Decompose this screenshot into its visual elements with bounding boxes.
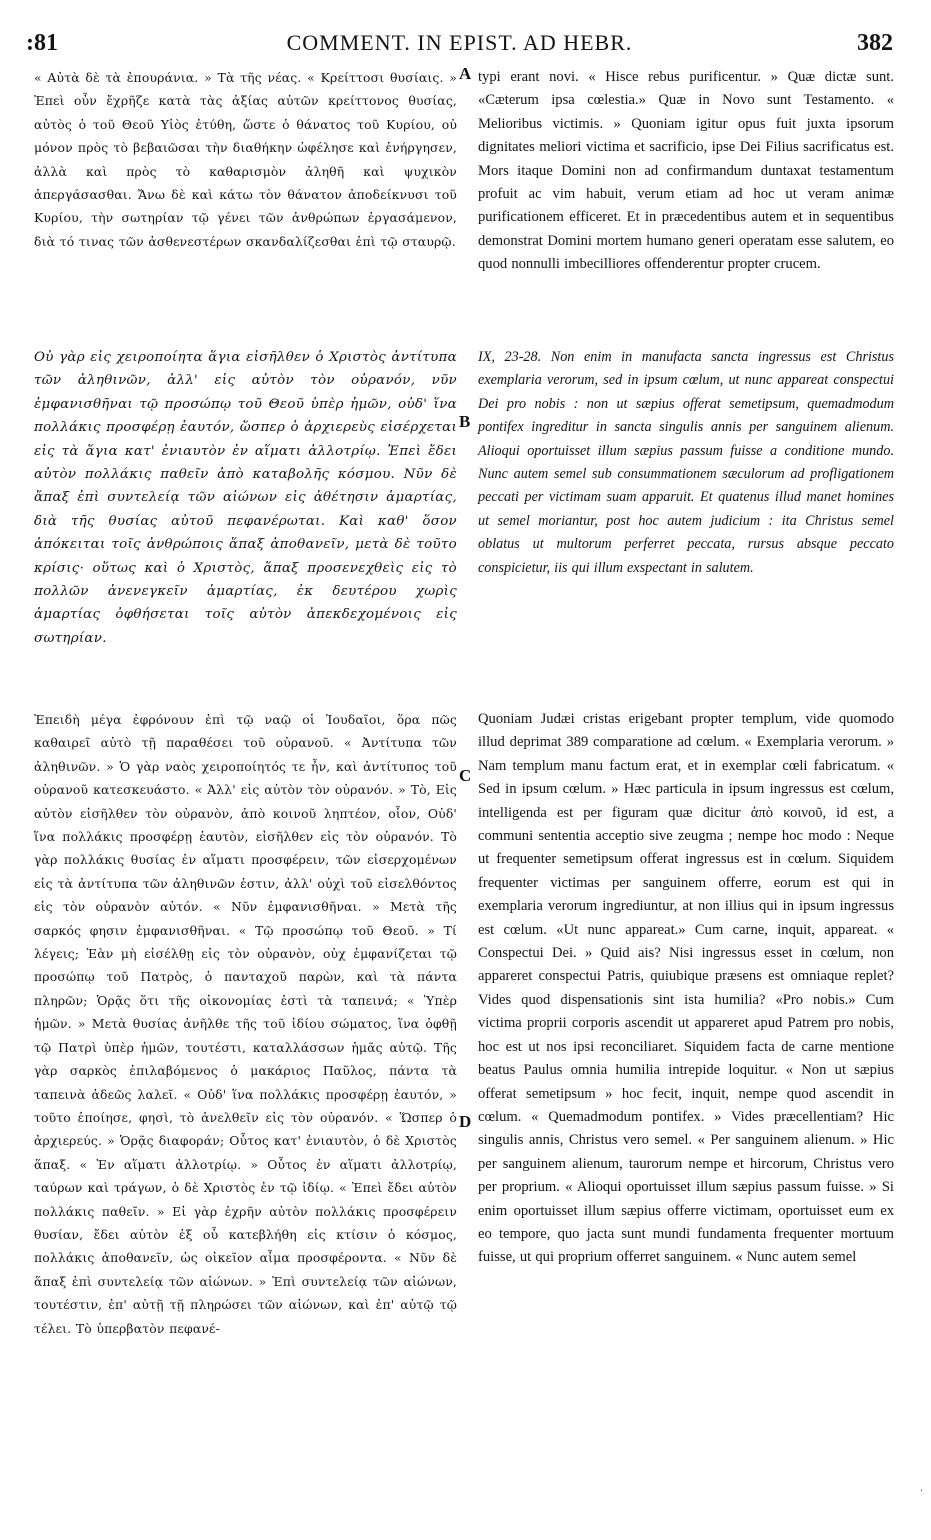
greek-scripture-text — [34, 346, 457, 650]
greek-scripture-paragraph: Οὐ γὰρ εἰς χειροποίητα ἅγια εἰσῆλθεν ὁ Χριστὸς ἀντίτυπα τῶν ἀληθινῶν, ἀλλ' εἰς αὐτὸν τὸν οὐρανόν, νῦν ἐμφανισθῆναι τῷ προσώπῳ τοῦ Θεοῦ ὑπὲρ ἡμῶν, οὐδ' ἵνα πολλάκις προσφέρῃ ἑαυτόν, ὥσπερ ὁ ἀρχιερεὺς εἰσέρχεται εἰς τὰ ἅγια κατ' ἐνιαυτὸν ἐν αἵματι ἀλλοτρίῳ. Ἐπεὶ ἔδει αὐτὸν πολλάκις παθεῖν ἀπὸ καταβολῆς κόσμου. Νῦν δὲ ἅπαξ ἐπὶ συντελείᾳ τῶν αἰώνων εἰς ἀθέτησιν ἁμαρτίας, διὰ τῆς θυσίας αὐτοῦ πεφανέρωται. Καὶ καθ' ὅσον ἀπόκειται τοῖς ἀνθρώποις ἅπαξ ἀποθανεῖν, μετὰ δὲ τοῦτο κρίσις· οὕτως καὶ ὁ Χριστὸς, ἅπαξ προσενεχθεὶς εἰς τὸ πολλῶν ἀνενεγκεῖν ἁμαρτίας, ἐκ δευτέρου χωρὶς ἁμαρτίας ὀφθήσεται τοῖς αὐτὸν ἀπεκδεχομένοις εἰς σωτηρίαν. — [34, 350, 457, 646]
page-number-left: :81 — [26, 30, 58, 56]
greek-commentary-bottom — [34, 708, 457, 1340]
latin-commentary-bottom — [478, 708, 894, 1270]
page-number-right: 382 — [857, 30, 893, 56]
latin-scripture-paragraph: IX, 23-28. Non enim in manufacta sancta ingressus est Christus exemplaria verorum, sed in ipsum cœlum, ut nunc appareat conspectui Dei pro nobis : non ut sæpius offerat semetipsum, quemadmodum pontifex ingreditur in sancta singulis annis per sanguinem alienum. Alioqui oportuisset illum sæpius passum fuisse a conditione mundo. Nunc autem semel sub consummationem sæculorum ad profligationem peccati per victimam suam apparuit. Et quatenus illud manet homines ut semel moriantur, post hoc autem judicium : ita Christus semel oblatus ut multorum perferret peccata, rursus absque peccato conspicietur, iis qui illum exspectant in salutem. — [478, 349, 894, 576]
section-marker-a: A — [459, 64, 472, 83]
latin-translation-paragraph: typi erant novi. « Hisce rebus purificentur. » Quæ dictæ sunt. «Cæterum ipsa cœlestia.» Quæ in Novo sunt Testamento. « Melioribus victimis. » Quoniam igitur opus fuit juxta ipsorum dignitates meliori victima et sacrificio, ipse Dei Filius sacrificatus est. Mors itaque Domini non ad confirmandum duntaxat testamentum profuit ac vim habuit, verum etiam ad hoc ut veram animæ purificationem efficeret. Et in præcedentibus autem et in sequentibus demonstrat Domini mortem humano generi operatam esse salutem, eo quod nonnulli imbecilliores offenderentur propter crucem. — [478, 69, 894, 273]
greek-commentary-top — [34, 66, 457, 253]
running-title: COMMENT. IN EPIST. AD HEBR. — [286, 30, 633, 55]
greek-commentary-paragraph-long: Ἐπειδὴ μέγα ἐφρόνουν ἐπὶ τῷ ναῷ οἱ Ἰουδαῖοι, ὅρα πῶς καθαιρεῖ αὐτὸ τῇ παραθέσει τοῦ οὐρανοῦ. « Ἀντίτυπα τῶν ἀληθινῶν. » Ὁ γὰρ ναὸς χειροποίητός τε ἦν, καὶ ἀντίτυπος τοῦ οὐρανοῦ κατεσκευάστο. « Ἀλλ' εἰς αὐτὸν τὸν οὐρανόν. » Τὸ, Εἰς αὐτὸν εἰσῆλθεν τὸν οὐρανὸν, ἀπὸ κοινοῦ ληπτέον, οἷον, Οὐδ' ἵνα πολλάκις προσφέρῃ ἑαυτὸν, εἰσῆλθεν εἰς τὸν οὐρανόν. Τὸ γὰρ πολλάκις θυσίας ἐν αἵματι προσφέρειν, τῶν εἰσερχομένων εἰς τὰ ἀντίτυπα τῶν ἀληθινῶν ἐστιν, ἀλλ' οὐχὶ τοῦ εἰσελθόντος εἰς τὸν οὐρανὸν αὐτόν. « Νῦν ἐμφανισθῆναι. » Μετὰ τῆς σαρκός φησιν ἐμφανισθῆναι. « Τῷ προσώπῳ τοῦ Θεοῦ. » Τί λέγεις; Ἐὰν μὴ εἰσέλθῃ εἰς τὸν οὐρανὸν, οὐχ ἐμφανίζεται τῷ προσώπῳ τοῦ Πατρὸς, ὁ πανταχοῦ παρὼν, καὶ τὰ πάντα πληρῶν; Ὁρᾷς ὅτι τῆς οἰκονομίας ἐστὶ τὰ ταπεινά; « Ὑπὲρ ἡμῶν. » Μετὰ θυσίας ἀνῆλθε τῆς τοῦ ἰδίου σώματος, ἵνα ὀφθῇ τῷ Πατρὶ ὑπὲρ ἡμῶν, τουτέστι, καταλλάσσων ἡμᾶς αὐτῷ. Τῆς γὰρ σαρκὸς ἐπιλαβόμενος ὁ μακάριος Παῦλος, πάντα τὰ ταπεινὰ ἀδεῶς λαλεῖ. « Οὐδ' ἵνα πολλάκις προσφέρῃ ἑαυτόν, » τοῦτο ἐποίησε, φησὶ, τὸ ἀνελθεῖν εἰς τὸν οὐρανόν. « Ὥσπερ ὁ ἀρχιερεύς. » Ὁρᾷς διαφοράν; Οὗτος κατ' ἐνιαυτὸν, ὁ δὲ Χριστὸς ἅπαξ. « Ἐν αἵματι ἀλλοτρίῳ. » Οὗτος ἐν αἵματι ἀλλοτρίῳ, ταύρων καὶ τράγων, ὁ δὲ Χριστὸς ἐν τῷ ἰδίῳ. « Ἐπεὶ ἔδει αὐτὸν πολλάκις παθεῖν. » Εἰ γὰρ ἐχρῆν αὐτὸν πολλάκις προσφέρειν θυσίαν, ἔδει αὐτὸν ἐξ οὗ κατεβλήθη εἰς κτίσιν ὁ κόσμος, πολλάκις ἀποθανεῖν, ὡς οἰκεῖον αἷμα προσφέροντα. « Νῦν δὲ ἅπαξ ἐπὶ συντελείᾳ τῶν αἰώνων. » Ἐπὶ συντελείᾳ τῶν αἰώνων, τουτέστιν, ἐπ' αὐτῇ τῇ πληρώσει τῶν αἰώνων, καὶ ἐπ' αὐτῷ τῷ τέλει. Τὸ ὑπερβατὸν πεφανέ- — [34, 712, 457, 1336]
margin-tick-mark: ˈ — [919, 1488, 924, 1503]
latin-translation-top — [478, 66, 894, 277]
greek-commentary-paragraph: « Αὐτὰ δὲ τὰ ἐπουράνια. » Τὰ τῆς νέας. « Κρείττοσι θυσίαις. » Ἐπεὶ οὖν ἔχρῆζε κατὰ τὰς ἀξίας αὐτῶν κρείττονος θυσίας, αὐτὸς ὁ τοῦ Θεοῦ Υἱὸς ἐτύθη, ὥστε ὁ θάνατος τοῦ Κυρίου, οὐ μόνον πρὸς τὸ βεβαιῶσαι τὴν διαθήκην ὠφέλησε καὶ ἐνήργησεν, ἀλλὰ καὶ πρὸς τὸ καθαρισμὸν ἀληθῆ καὶ ψυχικὸν ἀπεργάσασθαι. Ἄνω δὲ καὶ κάτω τὸν θάνατον ἀποδείκνυσι τοῦ Κυρίου, τὴν σωτηρίαν τῷ γένει τῶν ἀνθρώπων ἐργασάμενον, διὰ τό τινας τῶν ἀσθενεστέρων σκανδαλίζεσθαι ἐπὶ τῷ σταυρῷ. — [34, 70, 457, 249]
section-marker-b: B — [459, 412, 471, 431]
latin-commentary-paragraph-long: Quoniam Judæi cristas erigebant propter templum, vide quomodo illud deprimat 389 comparatione ad cœlum. « Exemplaria verorum. » Nam templum manu factum erat, et in exemplar cœli fabricatum. « Sed in ipsum cœlum. » Hæc particula in ipsum ingressus est cœlum, intelligenda est per figuram quæ dicitur ἀπὸ κοινοῦ, id est, a communi sententia acceptio sive zeugma ; nempe hoc modo : Neque ut frequenter semetipsum offerat ingressus est in cœlum. Siquidem frequenter victimas per sanguinem offerre, eorum est qui in exemplaria verorum ingrediuntur, at non illius qui in ipsum ingressus est cœlum. «Ut nunc appareat.» Cum carne, inquit, appareat. « Conspectui Dei. » Quid ais? Nisi ingressus esset in cœlum, non appareret conspectui Patris, quiubique præsens est omniaque replet? Vides quod dispensationis sint ista humilia? «Pro nobis.» Cum victima proprii corporis ascendit ut appareret apud Patrem pro nobis, hoc est ut nos ipsi reconciliaret. Siquidem facta de carne mentione beatus Paulus omnia humilia intrepide loquitur. « Non ut sæpius offerat semetipsum » hoc fecit, inquit, nempe quod ascendit in cœlum. « Quemadmodum pontifex. » Vides præcellentiam? Hic singulis annis, Christus vero semel. « Per sanguinem alienum. » Hic per sanguinem alienum, taurorum nempe et hircorum, Christus vero per proprium. « Alioqui oportuisset illum sæpius passum fuisse. » Si enim oportuisset illum sæpius offerre victimam, oportuisset eum ex eo tempore, quo jacta sunt mundi fundamenta frequenter mortuum fuisse, ut qui proprium offerret sanguinem. « Nunc autem semel — [478, 711, 894, 1266]
section-marker-c: C — [459, 766, 472, 785]
latin-scripture-text — [478, 346, 894, 580]
page-header — [26, 30, 893, 64]
section-marker-d: D — [459, 1112, 472, 1131]
